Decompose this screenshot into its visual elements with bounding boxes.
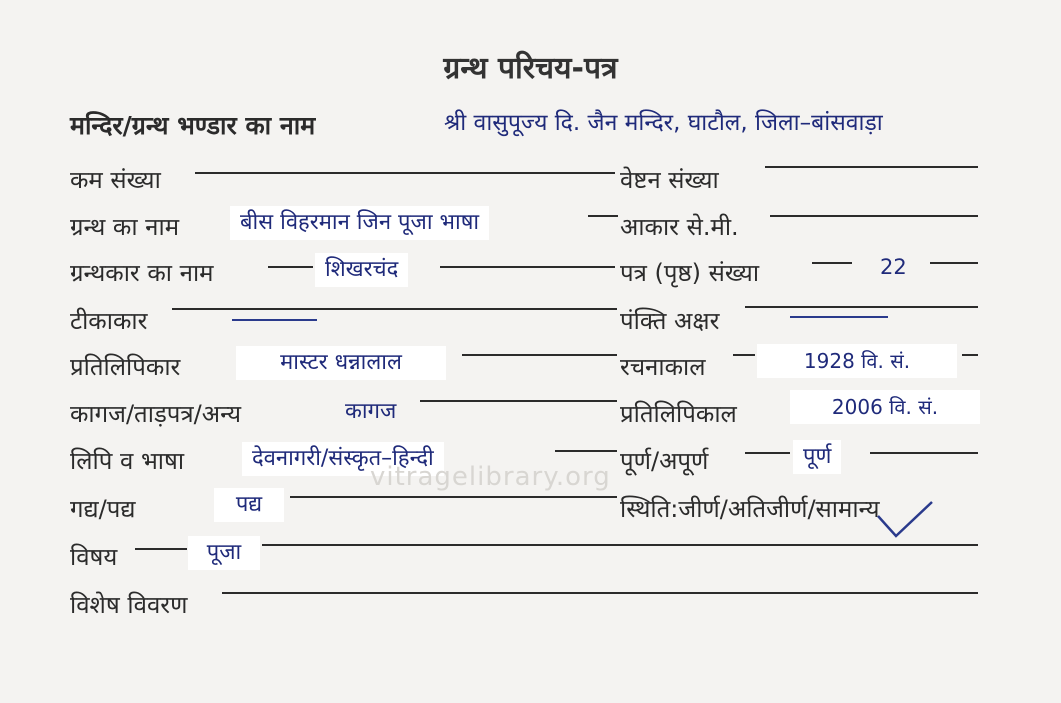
veshtan-line [765,166,978,168]
kagaj-value: कागज [345,399,397,424]
pratilipikal-value: 2006 वि. सं. [790,390,980,424]
patra-line-a [812,262,852,264]
checkmark-icon [872,494,952,544]
gadya-value: पद्य [214,488,284,522]
granth-name-line [588,215,618,217]
kagaj-label: कागज/ताड़पत्र/अन्य [70,400,242,428]
vishay-line-b [262,544,978,546]
patra-label: पत्र (पृष्ठ) संख्या [620,259,760,287]
vishay-value: पूजा [188,536,260,570]
granthkar-line-b [440,266,615,268]
rachnakal-line-b [962,354,978,356]
granthkar-line-a [268,266,313,268]
aakar-label: आकार से.मी. [620,213,739,241]
patra-value: 22 [880,255,907,279]
temple-label: मन्दिर/ग्रन्थ भण्डार का नाम [70,111,316,140]
rachnakal-line-a [733,354,755,356]
granth-name-label: ग्रन्थ का नाम [70,213,180,241]
pankti-label: पंक्ति अक्षर [620,307,720,335]
watermark: vitragelibrary.org [370,462,611,492]
lipi-label: लिपि व भाषा [70,447,185,475]
lipi-line [555,450,617,452]
pratilipikar-line [462,354,617,356]
purna-value: पूर्ण [793,440,841,474]
tikakar-dash [232,319,317,321]
aakar-line [770,215,978,217]
kagaj-line [420,400,617,402]
purna-label: पूर्ण/अपूर्ण [620,447,709,475]
tikakar-label: टीकाकार [70,307,148,335]
pankti-dash [790,316,888,318]
temple-value: श्री वासुपूज्य दि. जैन मन्दिर, घाटौल, जिला–बांसवाड़ा [444,110,883,136]
granthkar-value: शिखरचंद [315,253,408,287]
gadya-label: गद्य/पद्य [70,495,136,523]
vishesh-label: विशेष विवरण [70,591,188,619]
form-title: ग्रन्थ परिचय-पत्र [443,51,618,86]
kram-line [195,172,615,174]
purna-line-b [870,452,978,454]
lipi-value: देवनागरी/संस्कृत–हिन्दी [242,442,444,476]
tikakar-line [172,308,617,310]
vishay-line-a [135,548,187,550]
vishay-label: विषय [70,543,118,571]
patra-line-b [930,262,978,264]
sthiti-label: स्थिति:जीर्ण/अतिजीर्ण/सामान्य [620,495,880,523]
veshtan-label: वेष्टन संख्या [620,166,719,194]
granthkar-label: ग्रन्थकार का नाम [70,259,214,287]
rachnakal-value: 1928 वि. सं. [757,344,957,378]
pratilipikar-value: मास्टर धन्नालाल [236,346,446,380]
kram-label: कम संख्या [70,166,161,194]
pratilipikal-label: प्रतिलिपिकाल [620,400,737,428]
vishesh-line [222,592,978,594]
gadya-line [290,496,617,498]
pankti-line [745,306,978,308]
granth-name-value: बीस विहरमान जिन पूजा भाषा [230,206,489,240]
purna-line-a [745,452,790,454]
rachnakal-label: रचनाकाल [620,353,706,381]
pratilipikar-label: प्रतिलिपिकार [70,353,181,381]
